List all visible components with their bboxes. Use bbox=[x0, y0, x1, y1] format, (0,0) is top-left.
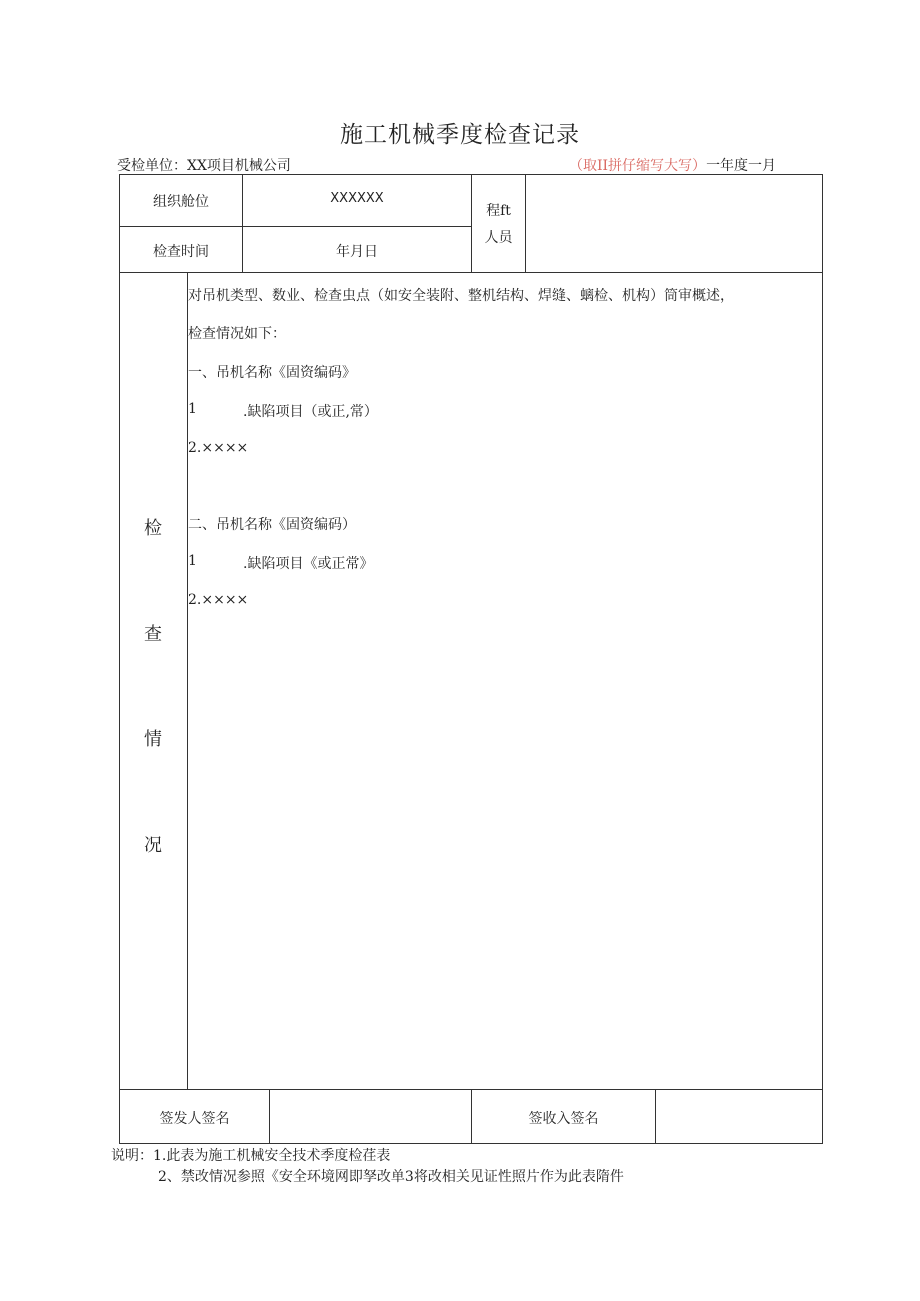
inspected-unit bbox=[117, 155, 291, 175]
crane-2-item-2: 2.×××× bbox=[188, 592, 249, 608]
crane-1-title: 一、吊机名称《固资编码》 bbox=[188, 365, 356, 381]
table-border-right bbox=[822, 174, 823, 1144]
row-divider-1 bbox=[119, 226, 471, 227]
inspected-unit-label: 受检单位： bbox=[117, 158, 187, 174]
staff-value[interactable] bbox=[526, 190, 822, 210]
crane-1-item-2: 2.×××× bbox=[188, 440, 249, 456]
content-intro: 对吊机类型、数业、检查虫点（如安全装附、整机结构、焊缝、螭检、机构）筒审概述， bbox=[188, 288, 734, 304]
note-line-2: 2、禁改情况参照《安全环境网即孥改单3将改相关见证性照片作为此表隋件 bbox=[158, 1169, 624, 1185]
period-value: 一年度一月 bbox=[706, 158, 777, 174]
crane-2-item-1-text: .缺陷项目《或正常》 bbox=[243, 556, 374, 572]
content-subhead: 检查情况如下： bbox=[188, 326, 286, 342]
table-border-left bbox=[119, 174, 120, 1144]
section-char-1: 检 bbox=[144, 518, 162, 539]
crane-1-item-1-text: .缺陷项目（或正,常） bbox=[243, 404, 378, 420]
crane-2-item-1-number: 1 bbox=[188, 553, 197, 569]
sign-receive-field[interactable] bbox=[656, 1105, 822, 1127]
section-char-4: 况 bbox=[144, 835, 162, 856]
org-label: 组织舱位 bbox=[153, 194, 209, 210]
section-char-3: 情 bbox=[144, 729, 162, 750]
col-divider-3 bbox=[525, 174, 526, 273]
crane-1-item-1-number: 1 bbox=[188, 401, 197, 417]
sign-receive-label: 签收入签名 bbox=[528, 1111, 599, 1127]
sign-issue-field[interactable] bbox=[270, 1105, 471, 1127]
org-value: XXXXXX bbox=[330, 191, 384, 206]
staff-label-line2: 人员 bbox=[484, 230, 513, 246]
note-line-1: 说明：1.此表为施工机械安全技术季度检荏表 bbox=[111, 1148, 391, 1164]
time-value: 年月日 bbox=[336, 244, 378, 260]
abbrev-hint: （取II拼仔缩写大写） bbox=[569, 158, 707, 174]
staff-label-line1: 程ft bbox=[486, 203, 511, 219]
col-divider-body bbox=[187, 272, 188, 1090]
sign-issue-label: 签发人签名 bbox=[159, 1111, 230, 1127]
time-label: 检查时间 bbox=[153, 244, 209, 260]
section-char-2: 查 bbox=[144, 624, 162, 645]
inspected-unit-value: XX项目机械公司 bbox=[187, 158, 291, 174]
period-info bbox=[569, 155, 776, 175]
col-divider-2 bbox=[471, 174, 472, 273]
page-title: 施工机械季度检查记录 bbox=[340, 122, 580, 148]
crane-2-title: 二、吊机名称《固资编码） bbox=[188, 517, 356, 533]
